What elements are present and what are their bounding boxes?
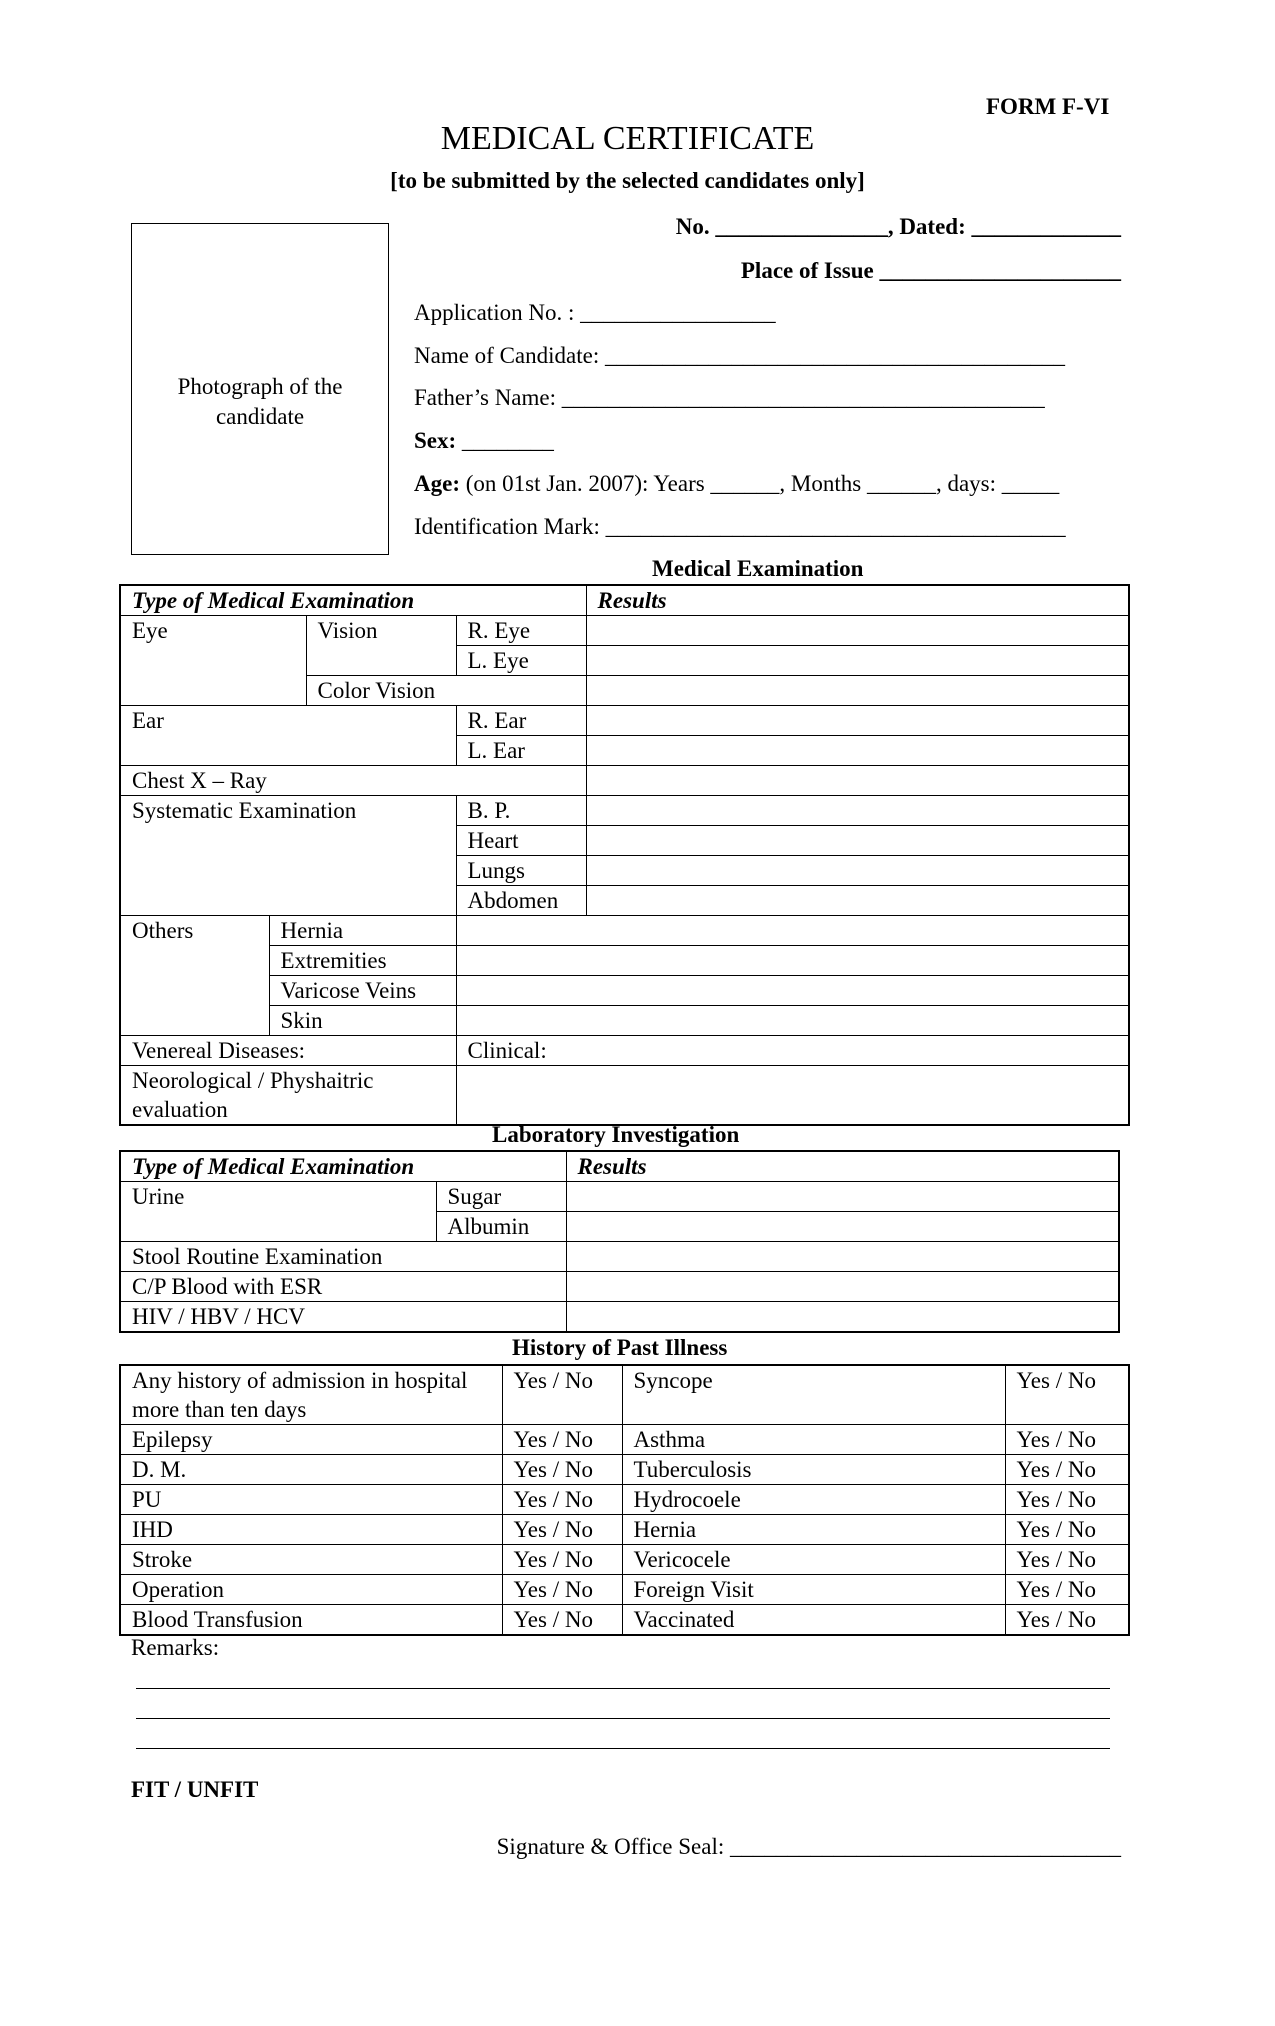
signature-field[interactable]: Signature & Office Seal: __________________________________	[496, 1834, 1121, 1859]
remarks-line-2[interactable]	[136, 1718, 1110, 1719]
photo-box	[131, 223, 389, 555]
table-row	[120, 1272, 1119, 1302]
history-right-6: Foreign Visit	[622, 1575, 1005, 1605]
lab-albumin: Albumin	[436, 1212, 566, 1242]
result-sugar[interactable]	[566, 1182, 1119, 1212]
table-row	[120, 585, 1129, 616]
table-row	[120, 1575, 1129, 1605]
table-row	[120, 1365, 1129, 1425]
father-name-field[interactable]: Father’s Name: __________________________________________	[414, 385, 1045, 410]
table-row	[120, 976, 1129, 1006]
exam-hernia: Hernia	[269, 916, 456, 946]
history-right-1: Asthma	[622, 1425, 1005, 1455]
age-field[interactable]	[414, 471, 1059, 497]
table-row	[120, 1066, 1129, 1126]
others-spacer	[120, 1006, 269, 1036]
result-chest[interactable]	[586, 766, 1129, 796]
exam-r-eye: R. Eye	[456, 616, 586, 646]
history-right-5: Vericocele	[622, 1545, 1005, 1575]
col-type-header: Type of Medical Examination	[120, 585, 586, 616]
sex-label: Sex:	[414, 428, 457, 453]
history-yes-no-right-7[interactable]: Yes / No	[1005, 1605, 1129, 1636]
age-label: Age:	[414, 471, 460, 496]
table-row	[120, 1036, 1129, 1066]
history-yes-no-left-3[interactable]: Yes / No	[502, 1485, 622, 1515]
lab-sugar: Sugar	[436, 1182, 566, 1212]
lab-stool: Stool Routine Examination	[120, 1242, 566, 1272]
exam-heart: Heart	[456, 826, 586, 856]
application-no-field[interactable]: Application No. : _________________	[414, 300, 776, 325]
table-row	[120, 1151, 1119, 1182]
exam-varicose: Varicose Veins	[269, 976, 456, 1006]
fit-unfit-choice[interactable]: FIT / UNFIT	[131, 1777, 259, 1802]
history-right-3: Hydrocoele	[622, 1485, 1005, 1515]
result-stool[interactable]	[566, 1242, 1119, 1272]
result-clinical[interactable]: Clinical:	[456, 1036, 1129, 1066]
table-row	[120, 1515, 1129, 1545]
exam-r-ear: R. Ear	[456, 706, 586, 736]
others-spacer	[120, 946, 269, 976]
history-yes-no-right-6[interactable]: Yes / No	[1005, 1575, 1129, 1605]
exam-ear: Ear	[120, 706, 456, 766]
exam-chest: Chest X – Ray	[120, 766, 586, 796]
table-row	[120, 916, 1129, 946]
table-row	[120, 1182, 1119, 1212]
result-bp[interactable]	[586, 796, 1129, 826]
form-code: FORM F-VI	[986, 94, 1110, 119]
history-yes-no-right-4[interactable]: Yes / No	[1005, 1515, 1129, 1545]
exam-abdomen: Abdomen	[456, 886, 586, 916]
exam-lungs: Lungs	[456, 856, 586, 886]
table-row	[120, 1455, 1129, 1485]
history-yes-no-right-3[interactable]: Yes / No	[1005, 1485, 1129, 1515]
history-left-2: D. M.	[120, 1455, 502, 1485]
history-table	[119, 1364, 1130, 1636]
lab-col-type-header: Type of Medical Examination	[120, 1151, 566, 1182]
candidate-name-field[interactable]: Name of Candidate: ________________________________________	[414, 343, 1065, 368]
sex-blank: ________	[456, 428, 554, 453]
certificate-number-field[interactable]: No. _______________, Dated: _____________	[675, 214, 1121, 239]
remarks-line-3[interactable]	[136, 1748, 1110, 1749]
result-heart[interactable]	[586, 826, 1129, 856]
result-r-ear[interactable]	[586, 706, 1129, 736]
exam-eye: Eye	[120, 616, 306, 706]
lab-hiv: HIV / HBV / HCV	[120, 1302, 566, 1333]
exam-venereal: Venereal Diseases:	[120, 1036, 456, 1066]
result-l-eye[interactable]	[586, 646, 1129, 676]
history-yes-no-left-7[interactable]: Yes / No	[502, 1605, 622, 1636]
exam-l-eye: L. Eye	[456, 646, 586, 676]
table-row	[120, 1006, 1129, 1036]
table-row	[120, 766, 1129, 796]
history-yes-no-left-1[interactable]: Yes / No	[502, 1425, 622, 1455]
history-left-0: Any history of admission in hospital more than ten days	[120, 1365, 502, 1425]
history-yes-no-right-2[interactable]: Yes / No	[1005, 1455, 1129, 1485]
history-left-6: Operation	[120, 1575, 502, 1605]
result-hernia[interactable]	[456, 916, 1129, 946]
table-row	[120, 1545, 1129, 1575]
lab-table	[119, 1150, 1120, 1333]
identification-mark-field[interactable]: Identification Mark: ________________________________________	[414, 514, 1066, 539]
medical-exam-heading: Medical Examination	[652, 556, 864, 581]
history-yes-no-left-5[interactable]: Yes / No	[502, 1545, 622, 1575]
remarks-label: Remarks:	[131, 1635, 220, 1660]
photo-caption: Photograph of the candidate	[177, 374, 343, 429]
history-left-1: Epilepsy	[120, 1425, 502, 1455]
history-yes-no-left-4[interactable]: Yes / No	[502, 1515, 622, 1545]
result-cp-blood[interactable]	[566, 1272, 1119, 1302]
exam-skin: Skin	[269, 1006, 456, 1036]
result-neuro[interactable]	[456, 1066, 1129, 1126]
result-lungs[interactable]	[586, 856, 1129, 886]
result-skin[interactable]	[456, 1006, 1129, 1036]
history-left-7: Blood Transfusion	[120, 1605, 502, 1636]
history-heading: History of Past Illness	[512, 1335, 728, 1360]
exam-others: Others	[120, 916, 269, 946]
result-l-ear[interactable]	[586, 736, 1129, 766]
result-albumin[interactable]	[566, 1212, 1119, 1242]
sex-field[interactable]	[414, 428, 554, 454]
table-row	[120, 616, 1129, 646]
history-right-7: Vaccinated	[622, 1605, 1005, 1636]
history-left-5: Stroke	[120, 1545, 502, 1575]
table-row	[120, 1485, 1129, 1515]
table-row	[120, 706, 1129, 736]
table-row	[120, 946, 1129, 976]
result-r-eye[interactable]	[586, 616, 1129, 646]
others-spacer	[120, 976, 269, 1006]
table-row	[120, 1242, 1119, 1272]
result-color-vision[interactable]	[586, 676, 1129, 706]
exam-extremities: Extremities	[269, 946, 456, 976]
result-abdomen[interactable]	[586, 886, 1129, 916]
exam-vision: Vision	[306, 616, 456, 676]
history-yes-no-right-5[interactable]: Yes / No	[1005, 1545, 1129, 1575]
history-yes-no-left-6[interactable]: Yes / No	[502, 1575, 622, 1605]
history-left-4: IHD	[120, 1515, 502, 1545]
lab-urine: Urine	[120, 1182, 436, 1242]
table-row	[120, 1425, 1129, 1455]
history-yes-no-right-1[interactable]: Yes / No	[1005, 1425, 1129, 1455]
table-row	[120, 1302, 1119, 1333]
exam-color-vision: Color Vision	[306, 676, 586, 706]
remarks-line-1[interactable]	[136, 1688, 1110, 1689]
page-title: MEDICAL CERTIFICATE	[440, 120, 815, 157]
lab-col-results-header: Results	[566, 1151, 1119, 1182]
medical-exam-table	[119, 584, 1130, 1126]
history-yes-no-right-0[interactable]: Yes / No	[1005, 1365, 1129, 1425]
table-row	[120, 796, 1129, 826]
age-details: (on 01st Jan. 2007): Years ______, Months ______, days: _____	[459, 471, 1060, 496]
result-extremities[interactable]	[456, 946, 1129, 976]
lab-heading: Laboratory Investigation	[492, 1122, 740, 1147]
exam-neuro: Neorological / Physhaitric evaluation	[120, 1066, 456, 1126]
exam-l-ear: L. Ear	[456, 736, 586, 766]
place-of-issue-field[interactable]: Place of Issue _____________________	[740, 258, 1121, 283]
history-right-2: Tuberculosis	[622, 1455, 1005, 1485]
table-row	[120, 1605, 1129, 1636]
lab-cp-blood: C/P Blood with ESR	[120, 1272, 566, 1302]
history-right-4: Hernia	[622, 1515, 1005, 1545]
result-varicose[interactable]	[456, 976, 1129, 1006]
exam-bp: B. P.	[456, 796, 586, 826]
history-yes-no-left-0[interactable]: Yes / No	[502, 1365, 622, 1425]
col-results-header: Results	[586, 585, 1129, 616]
history-left-3: PU	[120, 1485, 502, 1515]
page-subtitle: [to be submitted by the selected candidates only]	[390, 168, 865, 193]
exam-systematic: Systematic Examination	[120, 796, 456, 916]
history-yes-no-left-2[interactable]: Yes / No	[502, 1455, 622, 1485]
result-hiv[interactable]	[566, 1302, 1119, 1333]
history-right-0: Syncope	[622, 1365, 1005, 1425]
